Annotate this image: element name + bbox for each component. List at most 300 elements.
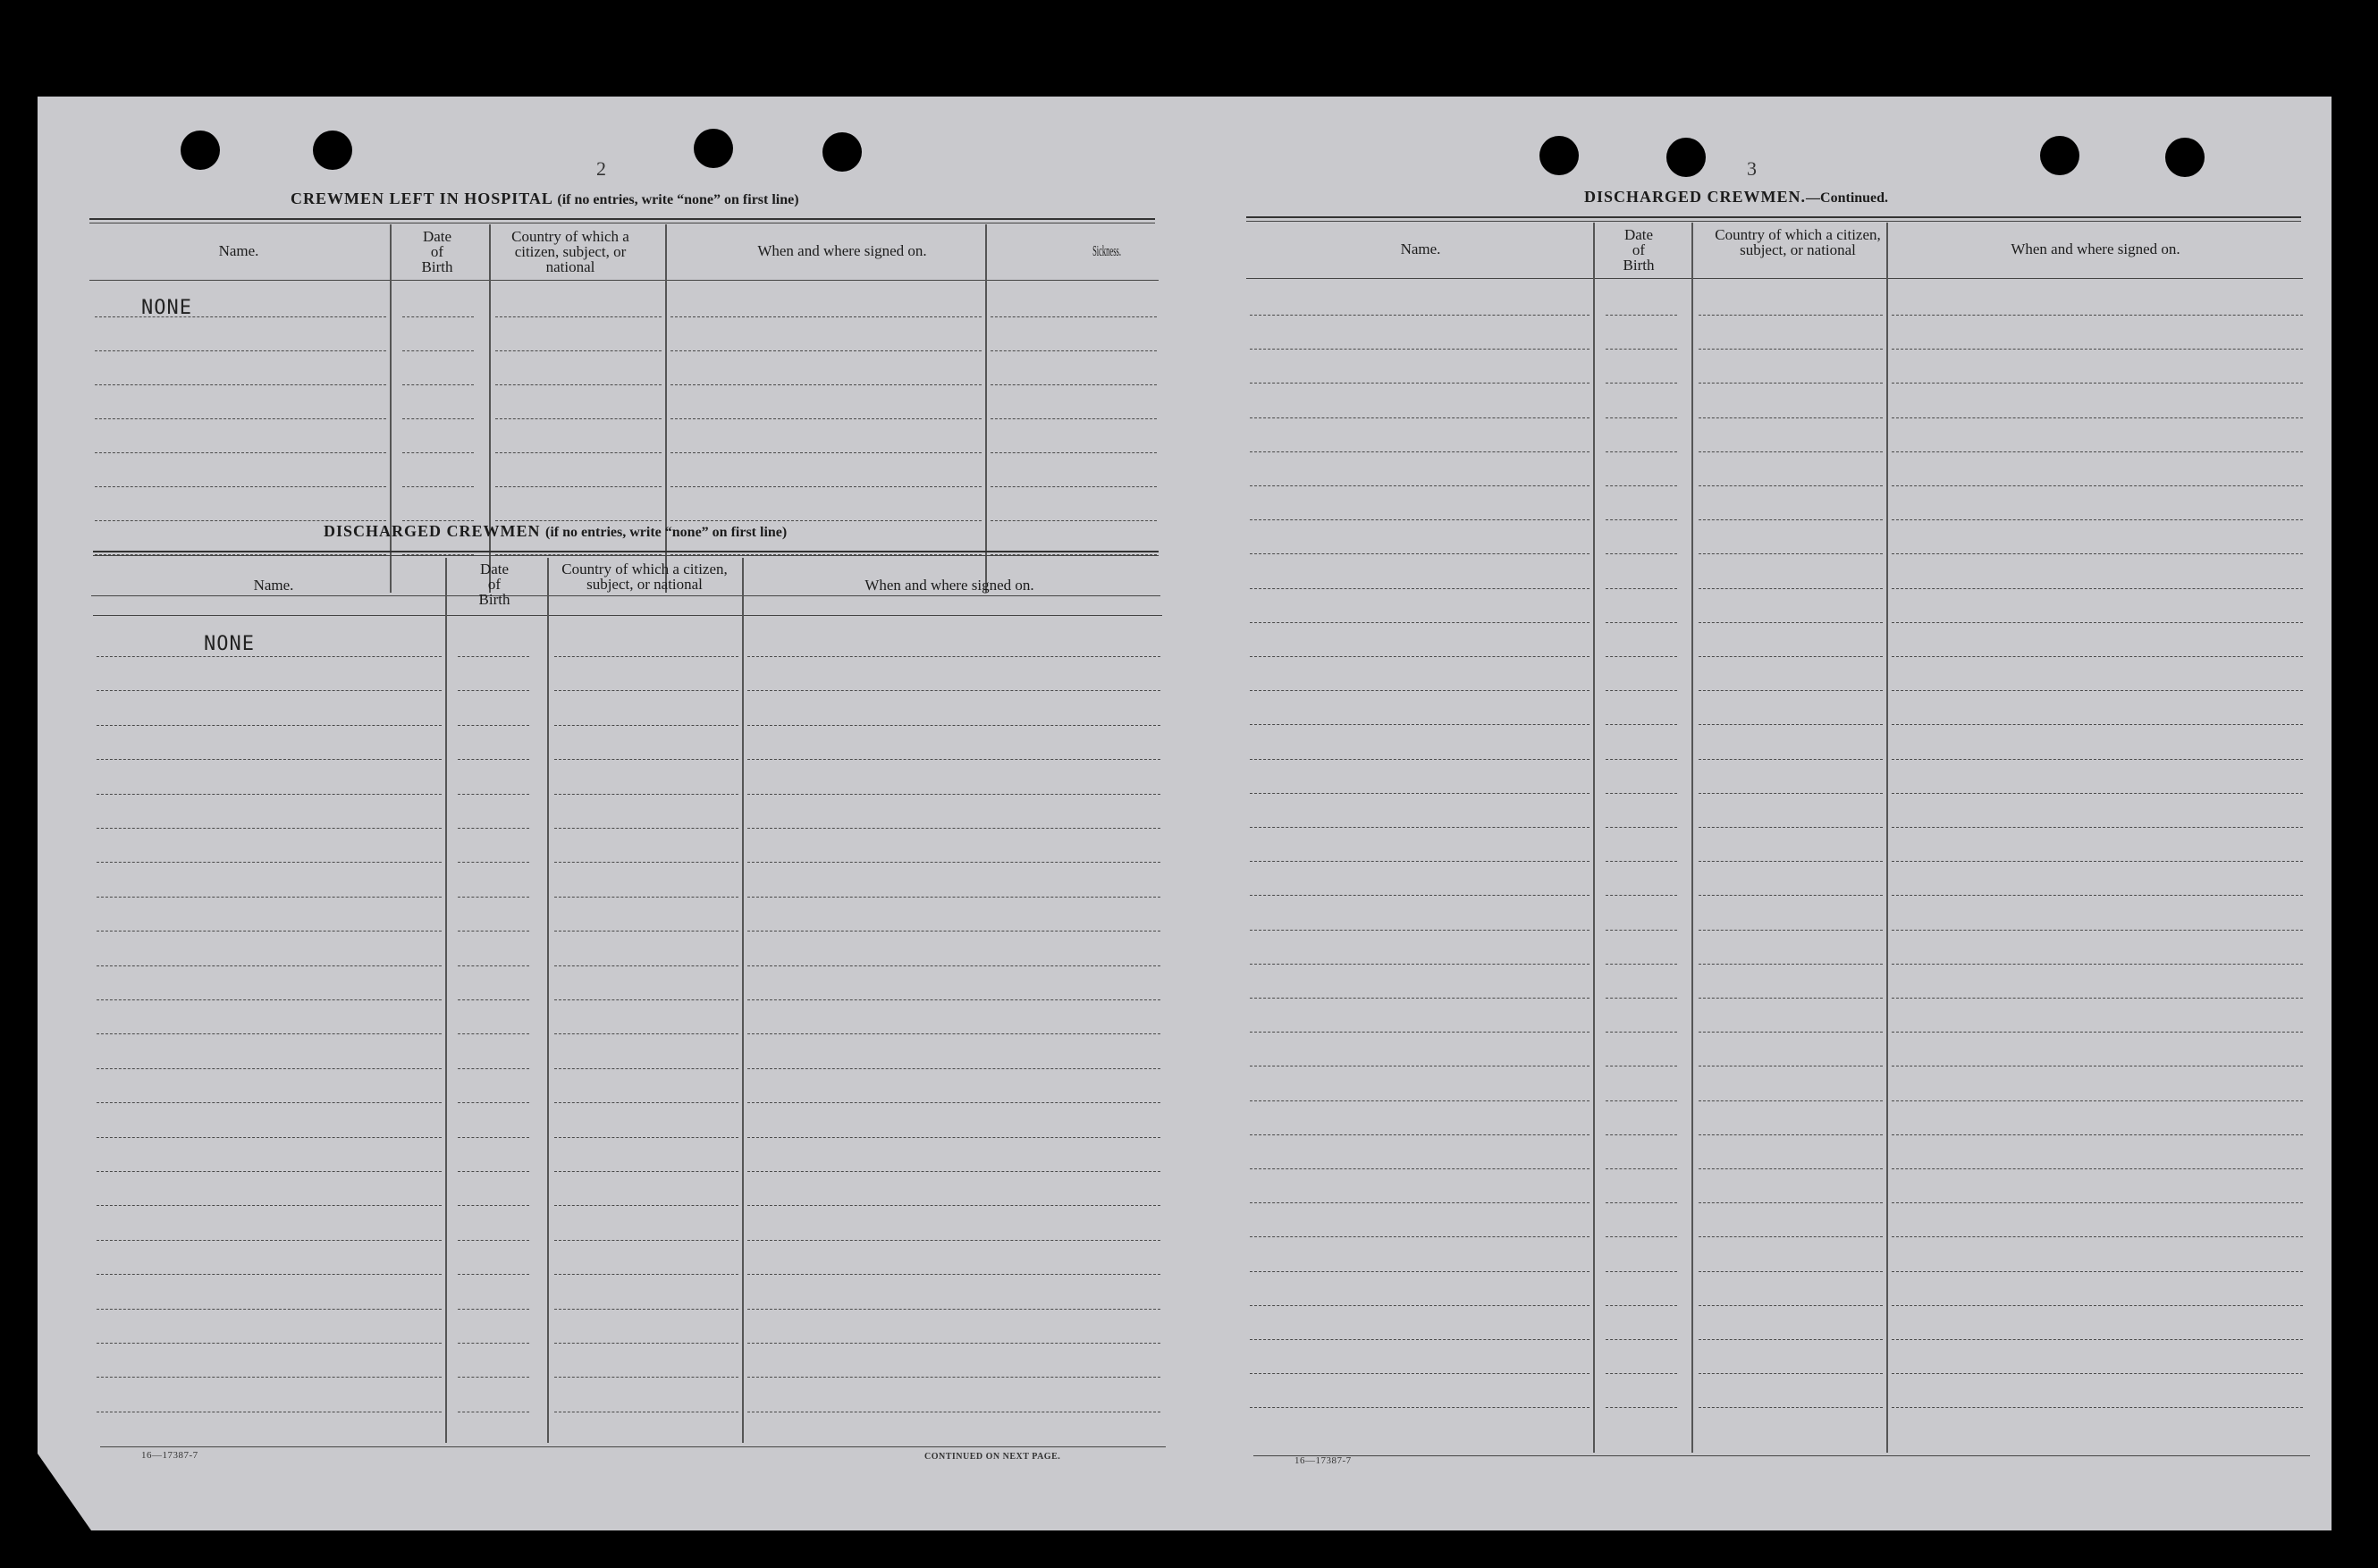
ruled-line-segment (458, 1102, 529, 1103)
ruled-line-segment (1606, 759, 1677, 760)
ruled-line-segment (1699, 519, 1883, 520)
ruled-line-segment (554, 1068, 738, 1069)
ruled-line-segment (554, 1205, 738, 1206)
ruled-line-segment (97, 794, 442, 795)
ruled-line-segment (97, 965, 442, 966)
ruled-line-segment (747, 1309, 1160, 1310)
ruled-line-segment (1250, 930, 1590, 931)
page-number-right: 3 (1747, 157, 1757, 180)
ruled-line-segment (1892, 1407, 2303, 1408)
ruled-line-segment (1606, 998, 1677, 999)
ruled-line-segment (554, 1171, 738, 1172)
ruled-line-segment (1250, 827, 1590, 828)
ruled-line-segment (1606, 1305, 1677, 1306)
ruled-line-segment (747, 1068, 1160, 1069)
discharged-top-rule-2 (93, 555, 1159, 556)
ruled-line-segment (97, 690, 442, 691)
ruled-line-segment (747, 1274, 1160, 1275)
ruled-line-segment (402, 486, 474, 487)
discharged-divider (445, 558, 447, 1443)
ruled-line-segment (458, 1274, 529, 1275)
ruled-line-segment (554, 1309, 738, 1310)
ruled-line-segment (95, 418, 386, 419)
discharged-col-country: Country of which a citizen, subject, or national (561, 561, 728, 593)
ruled-line-segment (97, 931, 442, 932)
ruled-line-segment (1892, 1236, 2303, 1237)
ruled-line-segment (1250, 1202, 1590, 1203)
ruled-line-segment (1250, 895, 1590, 896)
ruled-line-segment (747, 1377, 1160, 1378)
discharged-col-signed: When and where signed on. (864, 577, 1034, 594)
ruled-line-segment (458, 931, 529, 932)
ruled-line-segment (1250, 451, 1590, 452)
ruled-line-segment (1250, 519, 1590, 520)
ruled-line-segment (1250, 622, 1590, 623)
ruled-line-segment (1250, 315, 1590, 316)
ruled-line-segment (670, 486, 982, 487)
ruled-line-segment (458, 897, 529, 898)
form-sheet (38, 97, 2332, 1530)
ruled-line-segment (1250, 383, 1590, 384)
ruled-line-segment (1606, 1202, 1677, 1203)
ruled-line-segment (402, 452, 474, 453)
ruled-line-segment (991, 418, 1157, 419)
right-bottom-rule (1253, 1455, 2310, 1456)
ruled-line-segment (97, 897, 442, 898)
right-col-signed: When and where signed on. (2011, 240, 2180, 257)
ruled-line-segment (97, 1377, 442, 1378)
ruled-line-segment (1250, 485, 1590, 486)
ruled-line-segment (1892, 964, 2303, 965)
ruled-line-segment (458, 1240, 529, 1241)
right-section-title (1584, 188, 1888, 207)
ruled-line-segment (670, 452, 982, 453)
punch-hole (694, 129, 733, 168)
ruled-line-segment (1892, 1271, 2303, 1272)
ruled-line-segment (402, 520, 474, 521)
ruled-line-segment (554, 1033, 738, 1034)
ruled-line-segment (1699, 451, 1883, 452)
ruled-line-segment (458, 1377, 529, 1378)
ruled-line-segment (97, 862, 442, 863)
ruled-line-segment (747, 999, 1160, 1000)
ruled-line-segment (495, 486, 662, 487)
ruled-line-segment (670, 350, 982, 351)
ruled-line-segment (1699, 417, 1883, 418)
ruled-line-segment (1606, 485, 1677, 486)
hospital-title-text: CREWMEN LEFT IN HOSPITAL (291, 190, 552, 207)
ruled-line-segment (97, 1137, 442, 1138)
ruled-line-segment (554, 1377, 738, 1378)
ruled-line-segment (458, 828, 529, 829)
ruled-line-segment (1699, 1100, 1883, 1101)
ruled-line-segment (458, 690, 529, 691)
ruled-line-segment (554, 965, 738, 966)
right-top-rule (1246, 216, 2301, 218)
ruled-line-segment (1250, 656, 1590, 657)
ruled-line-segment (1699, 349, 1883, 350)
ruled-line-segment (747, 759, 1160, 760)
hospital-header-rule (89, 280, 1159, 281)
ruled-line-segment (1606, 315, 1677, 316)
ruled-line-segment (95, 554, 386, 555)
punch-hole (1666, 138, 1706, 177)
ruled-line-segment (1606, 451, 1677, 452)
right-title-text: DISCHARGED CREWMEN. (1584, 188, 1807, 206)
ruled-line-segment (1250, 1305, 1590, 1306)
ruled-line-segment (1892, 553, 2303, 554)
ruled-line-segment (991, 350, 1157, 351)
ruled-line-segment (1699, 998, 1883, 999)
ruled-line-segment (1892, 1168, 2303, 1169)
ruled-line-segment (747, 690, 1160, 691)
ruled-line-segment (1250, 1339, 1590, 1340)
ruled-line-segment (1606, 656, 1677, 657)
ruled-line-segment (1606, 895, 1677, 896)
punch-hole (1539, 136, 1579, 175)
hospital-col-signed: When and where signed on. (757, 242, 927, 259)
hospital-col-name: Name. (218, 242, 259, 259)
ruled-line-segment (1892, 827, 2303, 828)
ruled-line-segment (554, 897, 738, 898)
ruled-line-segment (97, 1343, 442, 1344)
ruled-line-segment (1250, 1134, 1590, 1135)
ruled-line-segment (1892, 622, 2303, 623)
hospital-col-country: Country of which a citizen, subject, or national (511, 228, 629, 275)
ruled-line-segment (1606, 930, 1677, 931)
ruled-line-segment (1606, 1032, 1677, 1033)
ruled-line-segment (95, 520, 386, 521)
discharged-col-name: Name. (253, 577, 294, 594)
ruled-line-segment (554, 999, 738, 1000)
ruled-line-segment (1606, 622, 1677, 623)
ruled-line-segment (1699, 315, 1883, 316)
ruled-line-segment (1699, 588, 1883, 589)
ruled-line-segment (1892, 759, 2303, 760)
ruled-line-segment (1606, 519, 1677, 520)
ruled-line-segment (991, 486, 1157, 487)
ruled-line-segment (97, 1102, 442, 1103)
ruled-line-segment (97, 1171, 442, 1172)
ruled-line-segment (747, 725, 1160, 726)
ruled-line-segment (495, 418, 662, 419)
ruled-line-segment (95, 316, 386, 317)
ruled-line-segment (1606, 724, 1677, 725)
ruled-line-segment (1699, 1373, 1883, 1374)
ruled-line-segment (1606, 1339, 1677, 1340)
ruled-line-segment (1892, 861, 2303, 862)
ruled-line-segment (458, 1171, 529, 1172)
ruled-line-segment (1892, 690, 2303, 691)
ruled-line-segment (670, 520, 982, 521)
ruled-line-segment (1250, 1407, 1590, 1408)
ruled-line-segment (97, 656, 442, 657)
ruled-line-segment (97, 1309, 442, 1310)
ruled-line-segment (1892, 1305, 2303, 1306)
ruled-line-segment (554, 828, 738, 829)
ruled-line-segment (402, 554, 474, 555)
ruled-line-segment (991, 384, 1157, 385)
ruled-line-segment (1892, 793, 2303, 794)
ruled-line-segment (97, 1274, 442, 1275)
discharged-divider (742, 558, 744, 1443)
ruled-line-segment (554, 656, 738, 657)
discharged-subtitle: (if no entries, write “none” on first line) (545, 525, 788, 540)
ruled-line-segment (1250, 1168, 1590, 1169)
ruled-line-segment (458, 759, 529, 760)
ruled-line-segment (1699, 930, 1883, 931)
ruled-line-segment (1250, 417, 1590, 418)
ruled-line-segment (1606, 1407, 1677, 1408)
ruled-line-segment (747, 897, 1160, 898)
ruled-line-segment (1892, 895, 2303, 896)
ruled-line-segment (1606, 1373, 1677, 1374)
ruled-line-segment (1606, 1236, 1677, 1237)
form-number-right: 16—17387-7 (1294, 1455, 1352, 1466)
ruled-line-segment (1892, 383, 2303, 384)
ruled-line-segment (1699, 1202, 1883, 1203)
discharged-header-rule (93, 615, 1162, 616)
ruled-line-segment (1699, 1236, 1883, 1237)
ruled-line-segment (1699, 485, 1883, 486)
ruled-line-segment (97, 1240, 442, 1241)
ruled-line-segment (1699, 861, 1883, 862)
folded-corner (38, 1454, 91, 1530)
ruled-line-segment (554, 794, 738, 795)
right-col-country: Country of which a citizen, subject, or national (1715, 226, 1881, 258)
ruled-line-segment (747, 965, 1160, 966)
continued-note: CONTINUED ON NEXT PAGE. (924, 1452, 1061, 1462)
hospital-top-rule (89, 218, 1155, 220)
form-number-left: 16—17387-7 (141, 1450, 198, 1461)
right-col-birth: Date of Birth (1623, 226, 1655, 274)
ruled-line-segment (554, 690, 738, 691)
ruled-line-segment (1892, 1202, 2303, 1203)
ruled-line-segment (1699, 793, 1883, 794)
ruled-line-segment (1250, 1271, 1590, 1272)
ruled-line-segment (495, 316, 662, 317)
ruled-line-segment (458, 1309, 529, 1310)
ruled-line-segment (1250, 964, 1590, 965)
ruled-line-segment (1892, 1134, 2303, 1135)
ruled-line-segment (1606, 349, 1677, 350)
ruled-line-segment (1606, 588, 1677, 589)
discharged-col-birth: Date of Birth (478, 561, 510, 608)
right-divider (1593, 223, 1595, 1453)
ruled-line-segment (495, 384, 662, 385)
ruled-line-segment (1892, 1339, 2303, 1340)
ruled-line-segment (458, 1205, 529, 1206)
right-top-rule-2 (1246, 221, 2301, 222)
ruled-line-segment (1699, 1407, 1883, 1408)
ruled-line-segment (1250, 1032, 1590, 1033)
ruled-line-segment (458, 999, 529, 1000)
ruled-line-segment (747, 931, 1160, 932)
discharged-title-text: DISCHARGED CREWMEN (324, 522, 541, 540)
ruled-line-segment (1250, 1100, 1590, 1101)
ruled-line-segment (1699, 690, 1883, 691)
ruled-line-segment (747, 1171, 1160, 1172)
discharged-bottom-rule (100, 1446, 1166, 1447)
ruled-line-segment (402, 418, 474, 419)
discharged-divider (547, 558, 549, 1443)
right-divider (1691, 223, 1693, 1453)
ruled-line-segment (1892, 451, 2303, 452)
ruled-line-segment (1699, 895, 1883, 896)
ruled-line-segment (1699, 656, 1883, 657)
ruled-line-segment (1892, 519, 2303, 520)
ruled-line-segment (747, 1033, 1160, 1034)
right-col-name: Name. (1400, 240, 1441, 257)
page-number-left: 2 (596, 157, 606, 180)
ruled-line-segment (1699, 383, 1883, 384)
ruled-line-segment (991, 554, 1157, 555)
ruled-line-segment (1892, 1100, 2303, 1101)
ruled-line-segment (747, 1137, 1160, 1138)
ruled-line-segment (554, 759, 738, 760)
ruled-line-segment (1892, 1373, 2303, 1374)
hospital-col-birth: Date of Birth (421, 228, 453, 275)
ruled-line-segment (747, 1102, 1160, 1103)
ruled-line-segment (458, 965, 529, 966)
ruled-line-segment (1892, 724, 2303, 725)
right-subtitle: —Continued. (1806, 190, 1889, 206)
ruled-line-segment (495, 452, 662, 453)
punch-hole (2040, 136, 2079, 175)
ruled-line-segment (1250, 998, 1590, 999)
ruled-line-segment (1699, 759, 1883, 760)
ruled-line-segment (747, 1343, 1160, 1344)
right-divider (1886, 223, 1888, 1453)
discharged-top-rule (93, 551, 1159, 552)
ruled-line-segment (1892, 656, 2303, 657)
ruled-line-segment (402, 350, 474, 351)
ruled-line-segment (670, 554, 982, 555)
discharged-section-title (324, 522, 787, 541)
ruled-line-segment (97, 1033, 442, 1034)
ruled-line-segment (1699, 553, 1883, 554)
ruled-line-segment (458, 1137, 529, 1138)
ruled-line-segment (1892, 930, 2303, 931)
ruled-line-segment (747, 656, 1160, 657)
ruled-line-segment (495, 350, 662, 351)
ruled-line-segment (991, 452, 1157, 453)
ruled-line-segment (554, 1240, 738, 1241)
ruled-line-segment (554, 1274, 738, 1275)
ruled-line-segment (95, 452, 386, 453)
right-header-rule (1246, 278, 2303, 279)
ruled-line-segment (458, 1068, 529, 1069)
ruled-line-segment (1250, 759, 1590, 760)
ruled-line-segment (1250, 349, 1590, 350)
ruled-line-segment (97, 1068, 442, 1069)
ruled-line-segment (402, 384, 474, 385)
ruled-line-segment (1892, 1032, 2303, 1033)
ruled-line-segment (747, 1240, 1160, 1241)
ruled-line-segment (1250, 1373, 1590, 1374)
ruled-line-segment (458, 862, 529, 863)
ruled-line-segment (1892, 998, 2303, 999)
ruled-line-segment (97, 828, 442, 829)
ruled-line-segment (1606, 690, 1677, 691)
ruled-line-segment (458, 794, 529, 795)
ruled-line-segment (495, 520, 662, 521)
ruled-line-segment (1250, 690, 1590, 691)
ruled-line-segment (1699, 1339, 1883, 1340)
discharged-entry-none: NONE (204, 633, 255, 655)
ruled-line-segment (402, 316, 474, 317)
ruled-line-segment (747, 794, 1160, 795)
hospital-entry-none: NONE (141, 297, 192, 319)
ruled-line-segment (1606, 1134, 1677, 1135)
ruled-line-segment (1606, 1271, 1677, 1272)
hospital-subtitle: (if no entries, write “none” on first line) (557, 192, 799, 207)
ruled-line-segment (1250, 724, 1590, 725)
ruled-line-segment (1606, 417, 1677, 418)
ruled-line-segment (747, 828, 1160, 829)
ruled-line-segment (458, 725, 529, 726)
ruled-line-segment (1699, 724, 1883, 725)
ruled-line-segment (1250, 1236, 1590, 1237)
ruled-line-segment (95, 384, 386, 385)
ruled-line-segment (554, 1137, 738, 1138)
ruled-line-segment (458, 656, 529, 657)
hospital-col-sickness: Sickness. (1092, 242, 1121, 259)
ruled-line-segment (1250, 793, 1590, 794)
punch-hole (822, 132, 862, 172)
ruled-line-segment (1250, 553, 1590, 554)
punch-hole (2165, 138, 2205, 177)
hospital-section-title (291, 190, 799, 208)
hospital-divider (985, 224, 987, 593)
ruled-line-segment (458, 1033, 529, 1034)
ruled-line-segment (1892, 485, 2303, 486)
hospital-bottom-rule (91, 595, 1160, 596)
ruled-line-segment (95, 486, 386, 487)
ruled-line-segment (1892, 588, 2303, 589)
ruled-line-segment (554, 862, 738, 863)
ruled-line-segment (670, 384, 982, 385)
ruled-line-segment (554, 725, 738, 726)
ruled-line-segment (747, 862, 1160, 863)
ruled-line-segment (1699, 827, 1883, 828)
ruled-line-segment (97, 999, 442, 1000)
ruled-line-segment (1699, 1134, 1883, 1135)
ruled-line-segment (670, 316, 982, 317)
ruled-line-segment (1250, 588, 1590, 589)
ruled-line-segment (495, 554, 662, 555)
ruled-line-segment (1892, 417, 2303, 418)
ruled-line-segment (670, 418, 982, 419)
ruled-line-segment (1606, 827, 1677, 828)
ruled-line-segment (97, 759, 442, 760)
ruled-line-segment (1606, 553, 1677, 554)
ruled-line-segment (1699, 1168, 1883, 1169)
ruled-line-segment (1699, 964, 1883, 965)
ruled-line-segment (1892, 315, 2303, 316)
ruled-line-segment (991, 520, 1157, 521)
ruled-line-segment (1699, 1032, 1883, 1033)
ruled-line-segment (554, 1343, 738, 1344)
ruled-line-segment (1606, 861, 1677, 862)
ruled-line-segment (1892, 349, 2303, 350)
ruled-line-segment (747, 1205, 1160, 1206)
ruled-line-segment (1606, 793, 1677, 794)
ruled-line-segment (1606, 1168, 1677, 1169)
ruled-line-segment (97, 1205, 442, 1206)
ruled-line-segment (991, 316, 1157, 317)
ruled-line-segment (1699, 1271, 1883, 1272)
